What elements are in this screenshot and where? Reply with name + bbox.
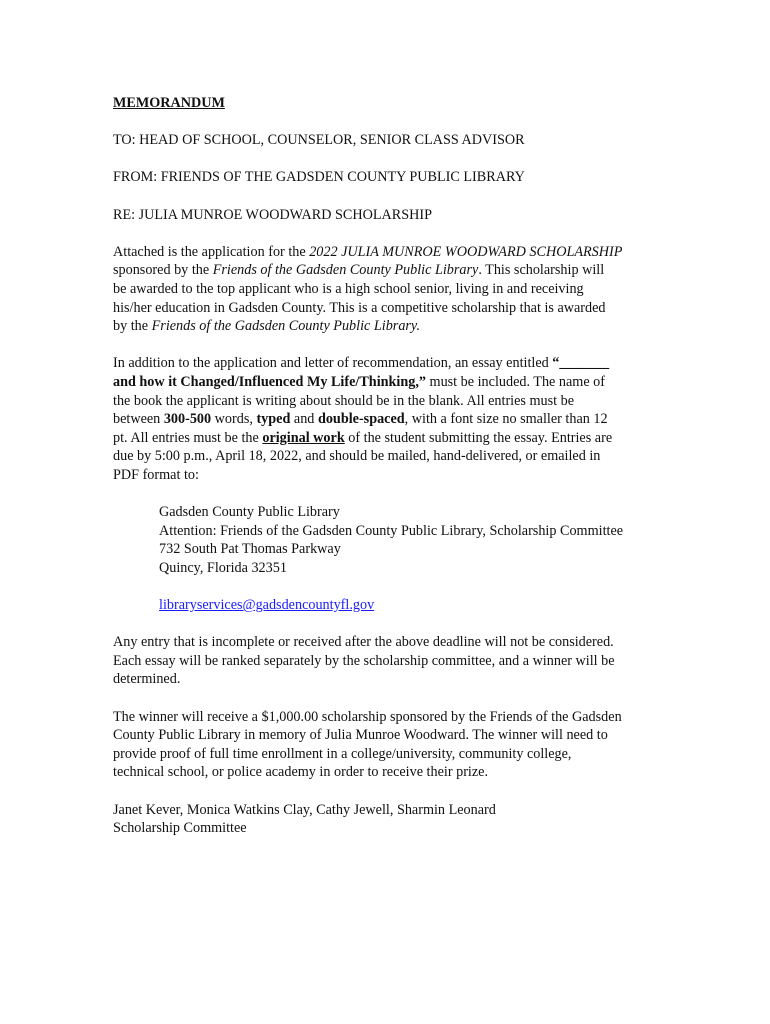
essay-requirements-paragraph: In addition to the application and letter of recommendation, an essay entitled “_______ and how it Changed/Influenced My Life/Thinking,” must be included. The name of the book the applicant is writing about should be in the blank. All entries must be between 300-500 words, typed and double-spaced, with a font size no smaller than 12 pt. All entries must be the original work of the student submitting the essay. Entries are due by 5:00 p.m., April 18, 2022, and should be mailed, hand-delivered, or emailed in PDF format to: xyxy=(113,355,613,483)
address-name: Gadsden County Public Library xyxy=(159,504,340,521)
intro-paragraph: Attached is the application for the 2022 JULIA MUNROE WOODWARD SCHOLARSHIP sponsored by the Friends of the Gadsden County Public Library. This scholarship will be awarded to the top applicant who is a high school senior, living in and receiving his/her education in Gadsden County. This is a competitive scholarship that is awarded by the Friends of the Gadsden County Public Library. xyxy=(113,243,623,335)
address-attention: Attention: Friends of the Gadsden County Public Library, Scholarship Committee xyxy=(159,522,624,539)
original-work-emphasis: original work xyxy=(262,429,345,446)
memo-to-line: TO: HEAD OF SCHOOL, COUNSELOR, SENIOR CLASS ADVISOR xyxy=(113,132,525,149)
essay-title-blank: “_______ xyxy=(552,355,610,372)
memo-title: MEMORANDUM xyxy=(113,95,225,111)
award-paragraph: The winner will receive a $1,000.00 scholarship sponsored by the Friends of the Gadsden County Public Library in memory of Julia Munroe Woodward. The winner will need to provide proof of full time enrollment in a college/university, community college, technical school, or police academy in order to receive their prize. xyxy=(113,708,622,781)
memo-page xyxy=(113,94,665,838)
committee-title: Scholarship Committee xyxy=(113,820,247,837)
deadline-paragraph: Any entry that is incomplete or received after the above deadline will not be considered. Each essay will be ranked separately by the scholarship committee, and a winner will be determined. xyxy=(113,634,615,688)
address-city: Quincy, Florida 32351 xyxy=(159,559,287,576)
word-count: 300-500 xyxy=(163,411,212,428)
email-link[interactable]: libraryservices@gadsdencountyfl.gov xyxy=(159,597,375,614)
friends-org-name: Friends of the Gadsden County Public Library xyxy=(212,262,479,279)
mailing-address xyxy=(113,503,665,615)
memo-re-line: RE: JULIA MUNROE WOODWARD SCHOLARSHIP xyxy=(113,206,432,223)
signature-block xyxy=(113,801,665,838)
memo-from-line: FROM: FRIENDS OF THE GADSDEN COUNTY PUBLIC LIBRARY xyxy=(113,169,525,186)
essay-title: and how it Changed/Influenced My Life/Thinking,” xyxy=(113,373,426,390)
address-street: 732 South Pat Thomas Parkway xyxy=(159,541,341,558)
committee-members: Janet Kever, Monica Watkins Clay, Cathy Jewell, Sharmin Leonard xyxy=(113,801,496,818)
scholarship-name: 2022 JULIA MUNROE WOODWARD SCHOLARSHIP xyxy=(309,243,623,260)
